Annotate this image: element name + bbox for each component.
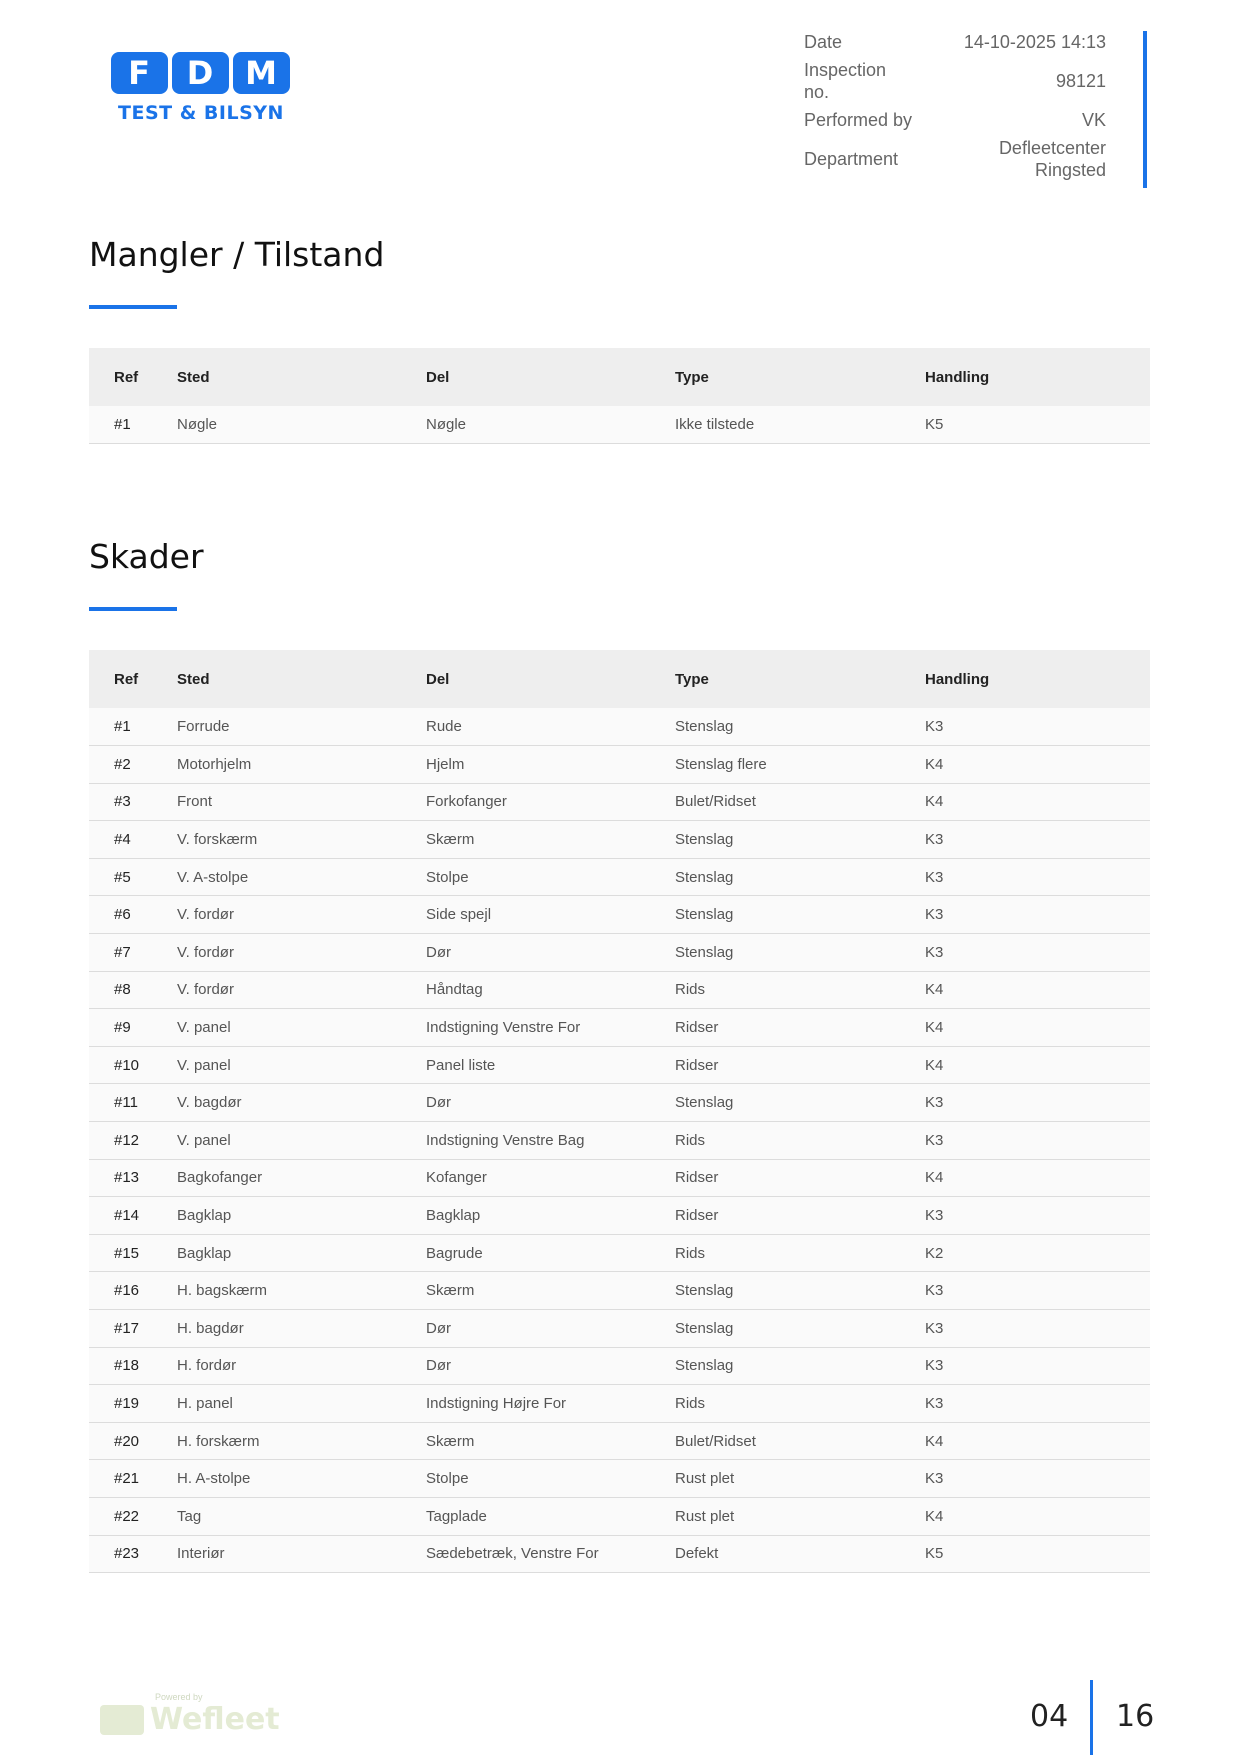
cell-sted: V. bagdør <box>177 1084 426 1122</box>
cell-handling: K5 <box>925 406 1150 444</box>
logo-letter-box <box>233 52 290 94</box>
cell-type: Stenslag <box>675 1310 925 1348</box>
table-row <box>89 1310 1150 1348</box>
cell-type: Stenslag <box>675 896 925 934</box>
cell-sted: Interiør <box>177 1535 426 1573</box>
cell-handling: K4 <box>925 1159 1150 1197</box>
page-total: 16 <box>1116 1699 1155 1734</box>
cell-del: Håndtag <box>426 971 675 1009</box>
cell-ref: #12 <box>89 1122 177 1160</box>
cell-handling: K4 <box>925 1009 1150 1047</box>
cell-sted: V. panel <box>177 1122 426 1160</box>
table-row <box>89 1159 1150 1197</box>
table-row <box>89 1535 1150 1573</box>
meta-value: 98121 <box>1055 71 1106 91</box>
col-header-type: Type <box>675 650 925 708</box>
cell-type: Stenslag <box>675 858 925 896</box>
cell-type: Rust plet <box>675 1460 925 1498</box>
cell-sted: H. panel <box>177 1385 426 1423</box>
cell-handling: K3 <box>925 896 1150 934</box>
cell-type: Defekt <box>675 1535 925 1573</box>
table-row <box>89 1009 1150 1047</box>
cell-handling: K3 <box>925 1084 1150 1122</box>
col-header-handling: Handling <box>925 348 1150 406</box>
cell-ref: #2 <box>89 746 177 784</box>
cell-handling: K3 <box>925 1122 1150 1160</box>
meta-accent-bar <box>1143 31 1147 188</box>
cell-type: Ridser <box>675 1009 925 1047</box>
page-number-divider <box>1090 1680 1093 1755</box>
cell-handling: K5 <box>925 1535 1150 1573</box>
cell-del: Stolpe <box>426 1460 675 1498</box>
meta-value: 14-10-2025 14:13 <box>963 32 1106 52</box>
col-header-del: Del <box>426 650 675 708</box>
cell-sted: H. bagskærm <box>177 1272 426 1310</box>
cell-del: Skærm <box>426 821 675 859</box>
powered-by-text: Powered by <box>155 1692 203 1702</box>
cell-handling: K3 <box>925 934 1150 972</box>
cell-ref: #17 <box>89 1310 177 1348</box>
cell-del: Dør <box>426 1310 675 1348</box>
cell-ref: #18 <box>89 1347 177 1385</box>
section-underline <box>89 305 177 309</box>
mangler-table <box>89 348 1150 444</box>
cell-handling: K2 <box>925 1234 1150 1272</box>
meta-label: Performed by <box>804 110 913 130</box>
cell-sted: V. forskærm <box>177 821 426 859</box>
logo-letter: F <box>128 54 151 92</box>
wefleet-logo-icon <box>100 1705 144 1735</box>
cell-sted: H. fordør <box>177 1347 426 1385</box>
cell-ref: #23 <box>89 1535 177 1573</box>
meta-row-performed-by <box>804 109 1106 131</box>
meta-row-date <box>804 31 1106 53</box>
cell-del: Bagrude <box>426 1234 675 1272</box>
cell-del: Indstigning Venstre For <box>426 1009 675 1047</box>
logo-letter: D <box>186 54 215 92</box>
cell-type: Rids <box>675 1122 925 1160</box>
cell-sted: V. panel <box>177 1009 426 1047</box>
cell-ref: #10 <box>89 1046 177 1084</box>
cell-del: Sædebetræk, Venstre For <box>426 1535 675 1573</box>
table-row <box>89 1460 1150 1498</box>
cell-ref: #21 <box>89 1460 177 1498</box>
table-row <box>89 821 1150 859</box>
cell-type: Stenslag flere <box>675 746 925 784</box>
cell-del: Dør <box>426 1084 675 1122</box>
cell-del: Dør <box>426 1347 675 1385</box>
logo-subtitle: TEST & BILSYN <box>118 102 284 124</box>
fdm-logo <box>111 52 291 124</box>
logo-letter-box <box>172 52 229 94</box>
cell-del: Side spejl <box>426 896 675 934</box>
table-row <box>89 1422 1150 1460</box>
col-header-ref: Ref <box>89 348 177 406</box>
skader-table <box>89 650 1150 1573</box>
cell-sted: V. A-stolpe <box>177 858 426 896</box>
cell-type: Stenslag <box>675 1272 925 1310</box>
cell-ref: #6 <box>89 896 177 934</box>
cell-del: Tagplade <box>426 1497 675 1535</box>
meta-label: Inspection no. <box>804 60 887 102</box>
cell-type: Ridser <box>675 1197 925 1235</box>
cell-type: Bulet/Ridset <box>675 1422 925 1460</box>
cell-type: Bulet/Ridset <box>675 783 925 821</box>
cell-del: Skærm <box>426 1272 675 1310</box>
cell-ref: #4 <box>89 821 177 859</box>
cell-sted: Motorhjelm <box>177 746 426 784</box>
section-title-skader: Skader <box>89 537 204 576</box>
cell-del: Stolpe <box>426 858 675 896</box>
cell-type: Ikke tilstede <box>675 406 925 444</box>
cell-handling: K3 <box>925 1310 1150 1348</box>
cell-handling: K3 <box>925 1460 1150 1498</box>
cell-del: Forkofanger <box>426 783 675 821</box>
cell-type: Stenslag <box>675 934 925 972</box>
cell-ref: #20 <box>89 1422 177 1460</box>
cell-del: Hjelm <box>426 746 675 784</box>
col-header-type: Type <box>675 348 925 406</box>
cell-type: Stenslag <box>675 1347 925 1385</box>
table-row <box>89 1272 1150 1310</box>
cell-ref: #22 <box>89 1497 177 1535</box>
inspection-meta <box>804 31 1106 187</box>
cell-handling: K3 <box>925 858 1150 896</box>
cell-ref: #7 <box>89 934 177 972</box>
col-header-sted: Sted <box>177 348 426 406</box>
cell-handling: K3 <box>925 821 1150 859</box>
cell-del: Panel liste <box>426 1046 675 1084</box>
cell-sted: Nøgle <box>177 406 426 444</box>
table-row <box>89 746 1150 784</box>
cell-type: Stenslag <box>675 1084 925 1122</box>
table-row <box>89 1347 1150 1385</box>
cell-handling: K3 <box>925 1272 1150 1310</box>
table-row <box>89 1385 1150 1423</box>
logo-letter-box <box>111 52 168 94</box>
cell-del: Nøgle <box>426 406 675 444</box>
meta-value: Defleetcenter Ringsted <box>998 138 1106 180</box>
cell-type: Rust plet <box>675 1497 925 1535</box>
meta-label: Date <box>804 32 843 52</box>
cell-type: Rids <box>675 971 925 1009</box>
cell-handling: K4 <box>925 971 1150 1009</box>
col-header-del: Del <box>426 348 675 406</box>
cell-ref: #9 <box>89 1009 177 1047</box>
cell-del: Kofanger <box>426 1159 675 1197</box>
cell-del: Indstigning Venstre Bag <box>426 1122 675 1160</box>
cell-handling: K3 <box>925 1347 1150 1385</box>
cell-handling: K4 <box>925 1422 1150 1460</box>
cell-sted: Bagkofanger <box>177 1159 426 1197</box>
cell-ref: #19 <box>89 1385 177 1423</box>
cell-type: Ridser <box>675 1159 925 1197</box>
powered-by-wefleet <box>100 1692 280 1737</box>
cell-ref: #5 <box>89 858 177 896</box>
cell-ref: #16 <box>89 1272 177 1310</box>
cell-del: Skærm <box>426 1422 675 1460</box>
cell-sted: H. A-stolpe <box>177 1460 426 1498</box>
cell-ref: #1 <box>89 708 177 746</box>
cell-ref: #11 <box>89 1084 177 1122</box>
cell-sted: H. bagdør <box>177 1310 426 1348</box>
cell-sted: Bagklap <box>177 1234 426 1272</box>
meta-label: Department <box>804 149 899 169</box>
col-header-sted: Sted <box>177 650 426 708</box>
table-row <box>89 708 1150 746</box>
cell-ref: #1 <box>89 406 177 444</box>
table-row <box>89 1497 1150 1535</box>
table-row <box>89 1197 1150 1235</box>
cell-type: Ridser <box>675 1046 925 1084</box>
table-header-row <box>89 650 1150 708</box>
cell-ref: #13 <box>89 1159 177 1197</box>
cell-sted: V. fordør <box>177 971 426 1009</box>
cell-ref: #8 <box>89 971 177 1009</box>
section-underline <box>89 607 177 611</box>
cell-ref: #14 <box>89 1197 177 1235</box>
wefleet-name: Wefleet <box>150 1702 280 1737</box>
cell-handling: K3 <box>925 1385 1150 1423</box>
cell-sted: V. fordør <box>177 896 426 934</box>
table-row <box>89 896 1150 934</box>
cell-sted: Bagklap <box>177 1197 426 1235</box>
cell-type: Stenslag <box>675 821 925 859</box>
logo-letter: M <box>245 54 278 92</box>
cell-handling: K4 <box>925 1497 1150 1535</box>
cell-sted: Forrude <box>177 708 426 746</box>
cell-handling: K4 <box>925 783 1150 821</box>
col-header-handling: Handling <box>925 650 1150 708</box>
cell-handling: K3 <box>925 1197 1150 1235</box>
table-row <box>89 934 1150 972</box>
table-row <box>89 406 1150 444</box>
table-header-row <box>89 348 1150 406</box>
cell-del: Rude <box>426 708 675 746</box>
cell-sted: V. fordør <box>177 934 426 972</box>
section-title-mangler: Mangler / Tilstand <box>89 235 385 274</box>
table-row <box>89 1046 1150 1084</box>
cell-ref: #3 <box>89 783 177 821</box>
table-row <box>89 971 1150 1009</box>
cell-sted: H. forskærm <box>177 1422 426 1460</box>
table-row <box>89 858 1150 896</box>
meta-value: VK <box>1081 110 1106 130</box>
cell-type: Stenslag <box>675 708 925 746</box>
col-header-ref: Ref <box>89 650 177 708</box>
cell-del: Indstigning Højre For <box>426 1385 675 1423</box>
table-row <box>89 1084 1150 1122</box>
cell-ref: #15 <box>89 1234 177 1272</box>
page-current: 04 <box>1030 1699 1069 1734</box>
meta-row-department <box>804 137 1106 181</box>
cell-handling: K4 <box>925 1046 1150 1084</box>
cell-handling: K3 <box>925 708 1150 746</box>
cell-sted: Tag <box>177 1497 426 1535</box>
meta-row-inspection-no <box>804 59 1106 103</box>
table-row <box>89 1234 1150 1272</box>
cell-del: Bagklap <box>426 1197 675 1235</box>
table-row <box>89 783 1150 821</box>
cell-type: Rids <box>675 1385 925 1423</box>
cell-type: Rids <box>675 1234 925 1272</box>
cell-sted: Front <box>177 783 426 821</box>
cell-sted: V. panel <box>177 1046 426 1084</box>
cell-del: Dør <box>426 934 675 972</box>
cell-handling: K4 <box>925 746 1150 784</box>
table-row <box>89 1122 1150 1160</box>
